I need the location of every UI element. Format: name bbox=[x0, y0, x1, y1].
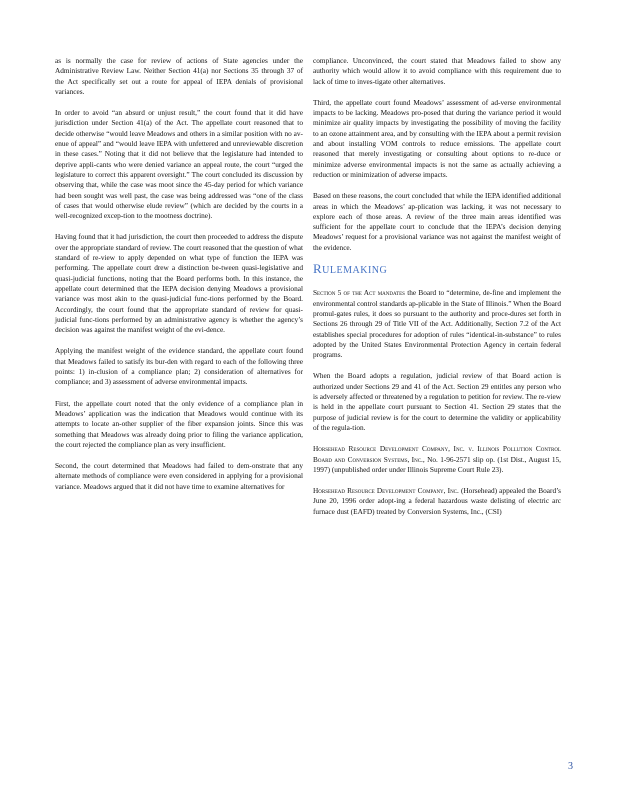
page-number: 3 bbox=[568, 761, 573, 772]
left-column bbox=[55, 56, 303, 503]
citation-text: No. 1-96-2571 slip op. (1st Dist., August 15, 1997) (unpublished order under Illinois Supreme Court Rule 23). bbox=[313, 454, 561, 474]
left-paragraph-1: as is normally the case for review of actions of State agencies under the Administrative Review Law. Neither Section 41(a) nor Sections 35 through 37 of the Act specifically set out a route for appeal of IEPA denials of provisional variances. bbox=[55, 56, 303, 96]
left-paragraph-3: Having found that it had jurisdiction, the court then proceeded to address the dispute over the appropriate standard of review. The court reasoned that the question of what standard of re-view to apply depended on what type of function the IEPA was performing. The appellate court drew a distinction be-tween quasi-legislative and quasi-judicial functions, noting that the Board performs both. In this instance, the appellate court determined that the IEPA decision denying Meadows a provisional variance was most akin to the quasi-judicial func-tions performed by the Board. Accordingly, the court found that the appropriate standard of review for quasi-judicial func-tions performed by an administrative agency is whether the agency’s decision was against the manifest weight of the evi-dence. bbox=[55, 232, 303, 335]
left-paragraph-2: In order to avoid “an absurd or unjust result,” the court found that it did have jurisdiction under Section 41(a) of the Act. The appellate court reasoned that to decide otherwise “would leave Meadows and others in a similar position with no av-enue of appeal” and “would leave IEPA with unfettered and unreviewable discretion in these cases.” Noting that it did not believe that the legislature had intended to deprive appli-cants who were denied variance an appeal route, the court “urged the legislature to correct this apparent oversight.” The court concluded its discussion by observing that, while the case was moot since the 45-day period for which variance had been sought was well past, the case was being addressed was “one of the class of cases that would otherwise elude review” (which are decided by the courts in a well-recognized excep-tion to the mootness doctrine). bbox=[55, 108, 303, 221]
heading-initial: R bbox=[313, 261, 323, 277]
right-column bbox=[313, 56, 561, 528]
paragraph-text: (Horsehead) appealed the Board’s June 20, 1996 order adopt-ing a federal hazardous waste delisting of electric arc furnace dust (EAFD) treated by Conversion Systems, Inc., (CSI) bbox=[313, 486, 561, 516]
case-name-smallcaps: Horsehead Resource Development Company, Inc. bbox=[313, 486, 459, 496]
left-paragraph-5: First, the appellate court noted that the only evidence of a compliance plan in Meadows’ application was the indication that Meadows would continue with its attempts to locate an-other supplier of the fiber expansion joints. Since this was something that Meadows was already doing prior to filing the variance application, the court rejected the compliance plan as very insufficient. bbox=[55, 398, 303, 449]
left-paragraph-4: Applying the manifest weight of the evidence standard, the appellate court found that Meadows failed to satisfy its bur-den with regard to each of the following three points: 1) in-clusion of a compliance plan; 2) consideration of alternatives for compliance; and 3) assessment of adverse environmental impacts. bbox=[55, 346, 303, 387]
heading-rest: ULEMAKING bbox=[322, 265, 388, 277]
case-name-smallcaps: Horsehead Resource Development Company, Inc. v. Illinois Pollution Control Board and Conversion Systems, Inc., bbox=[313, 444, 561, 464]
right-paragraph-2: Third, the appellate court found Meadows’ assessment of ad-verse environmental impacts to be lacking. Meadows pro-posed that during the variance period it would minimize air quality impacts by investigating the possibility of moving the facility to an ozone attainment area, and by consulting with the IEPA about a permit revision and about installing VOM controls to reduce emissions. The appellate court reasoned that merely investigating or consulting about options to re-duce or minimize adverse environmental impacts is not the same as actually achieving a reduction or minimization of adverse impacts. bbox=[313, 97, 561, 179]
right-paragraph-5: When the Board adopts a regulation, judicial review of that Board action is authorized under Sections 29 and 41 of the Act. Section 29 entitles any person who is adversely affected or threatened by a regulation to petition for review. The re-view is held in the appellate court pursuant to Section 41. Section 29 states that the purpose of judicial review is for the court to determine the validity or applicability of the regula-tion. bbox=[313, 371, 561, 432]
right-paragraph-4 bbox=[313, 288, 561, 360]
right-paragraph-1: compliance. Unconvinced, the court stated that Meadows failed to show any authority which would allow it to avoid compliance with this requirement due to lack of time to inves-tigate other alternatives. bbox=[313, 56, 561, 86]
section-heading-rulemaking bbox=[313, 261, 561, 277]
right-paragraph-3: Based on these reasons, the court concluded that while the IEPA identified additional areas in which the Meadows’ ap-plication was lacking, it was not necessary to explore each of those areas. A review of the three main areas identified was sufficient for the appellate court to conclude that the IEPA’s decision denying Meadows’ request for a provisional variance was not against the manifest weight of the evidence. bbox=[313, 191, 561, 252]
lead-in-smallcaps: Section 5 of the Act mandates bbox=[313, 288, 405, 298]
left-paragraph-6: Second, the court determined that Meadows had failed to dem-onstrate that any alternate methods of compliance were even considered in applying for a provisional variance. Meadows argued that it did not have time to examine alternatives for bbox=[55, 461, 303, 491]
paragraph-text: the Board to “determine, de-fine and implement the environmental control standards ap-plicable in the State of Illinois.” When the Board promul-gates rules, it does so pursuant to the authority and proce-dures set forth in Sections 26 through 29 of Title VII of the Act. Additionally, Section 7.2 of the Act establishes special procedures for adoption of rules “identical-in-substance” to rules adopted by the United States Environmental Protection Agency in certain federal programs. bbox=[313, 288, 561, 360]
case-citation bbox=[313, 444, 561, 475]
right-paragraph-7 bbox=[313, 486, 561, 517]
